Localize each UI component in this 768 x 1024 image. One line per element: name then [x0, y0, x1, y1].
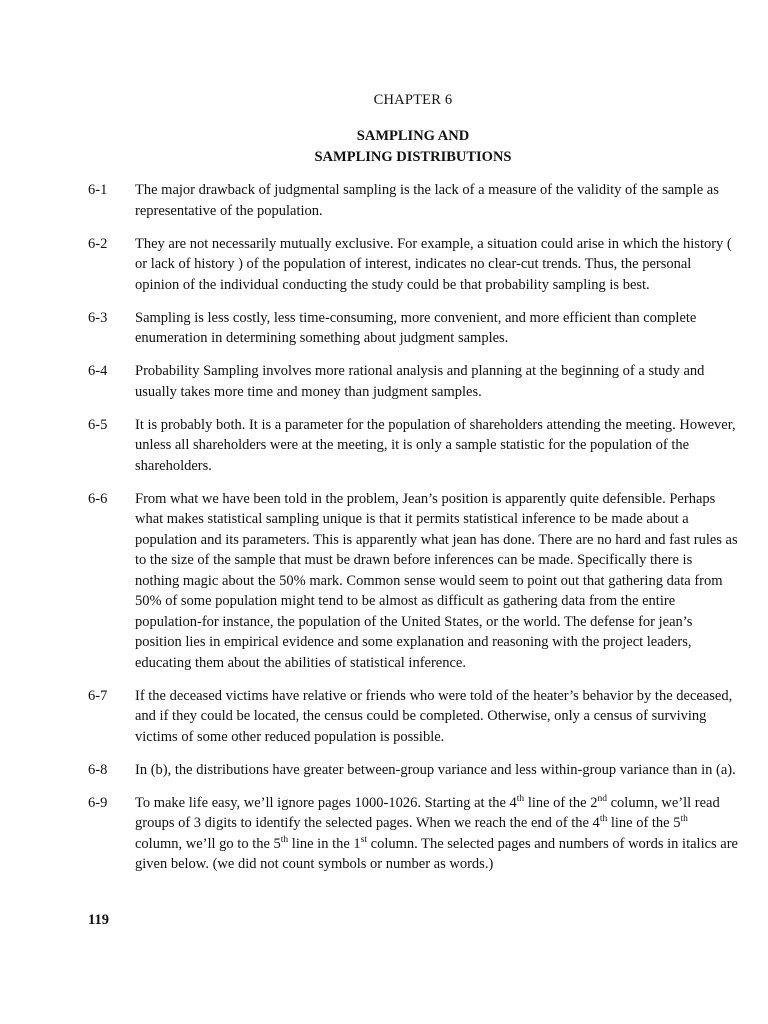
page-number: 119: [88, 912, 109, 928]
answer-number: 6-4: [88, 363, 108, 379]
answer-text: If the deceased victims have relative or friends who were told of the heater’s behavior by the deceased, and if they could be located, the census could be completed. Otherwise, only a census of surviving victims of some other reduced population is possible.: [135, 687, 733, 745]
answer-number: 6-7: [88, 687, 108, 704]
answer-number: 6-2: [88, 235, 108, 252]
answer-text: It is probably both. It is a parameter for the population of shareholders attending the meeting. However, unless all shareholders were at the meeting, it is only a sample statistic for the population of the shareholders.: [135, 416, 736, 474]
superscript: th: [516, 793, 525, 804]
answer-item-6-3: [88, 308, 738, 349]
superscript: th: [599, 814, 608, 824]
chapter-title-line-1: SAMPLING AND: [356, 128, 470, 144]
answer-number: 6-6: [88, 490, 108, 507]
text-segment: column, we’ll read groups of 3 digits to identify the selected pages. When we reach the end of the 4: [135, 794, 720, 831]
chapter-heading: CHAPTER 6: [373, 92, 453, 108]
text-segment: line of the 2: [524, 794, 598, 811]
text-segment: line of the 5: [607, 815, 681, 831]
answer-text: From what we have been told in the problem, Jean’s position is apparently quite defensible. Perhaps what makes statistical sampling unique is that it permits statistical inference to be made about a population and its parameters. This is apparently what jean has done. There are no hard and fast rules as to the size of the sample that must be drawn before inferences can be made. Specifically there is nothing magic about the 50% mark. Common sense would seem to point out that gathering data from 50% of some population might tend to be almost as difficult as gathering data from the entire population-for instance, the population of the United States, or the world. The defense for jean’s position lies in empirical evidence and some explanation and reasoning with the project leaders, educating them about the abilities of statistical inference.: [135, 490, 738, 671]
chapter-title-line-2: SAMPLING DISTRIBUTIONS: [314, 149, 512, 165]
text-segment: line in the 1: [288, 835, 361, 852]
answer-text: The major drawback of judgmental sampling is the lack of a measure of the validity of the sample as representative of the population.: [135, 182, 719, 219]
answer-item-6-7: [88, 686, 738, 748]
answer-number: 6-5: [88, 416, 108, 433]
answer-number: 6-3: [88, 309, 108, 326]
answer-item-6-6: [88, 489, 738, 674]
answer-text: Sampling is less costly, less time-consuming, more convenient, and more efficient than complete enumeration in determining something about judgment samples.: [135, 309, 697, 346]
superscript: th: [280, 834, 289, 845]
superscript: st: [360, 834, 368, 845]
superscript: nd: [597, 793, 607, 804]
answer-text: In (b), the distributions have greater between-group variance and less within-group variance than in (a).: [135, 761, 736, 778]
answer-number: 6-8: [88, 761, 108, 778]
answer-number: 6-1: [88, 182, 108, 198]
chapter-title: [0, 126, 768, 168]
answer-number: 6-9: [88, 794, 108, 811]
answer-item-6-2: [88, 234, 738, 296]
answer-item-6-4: [88, 361, 738, 402]
answer-list: [88, 180, 738, 887]
answer-item-6-9: [88, 793, 738, 875]
answer-text: They are not necessarily mutually exclusive. For example, a situation could arise in which the history ( or lack of history ) of the population of interest, indicates no clear-cut trends. Thus, the personal opinion of the individual conducting the study could be that probability sampling is best.: [135, 235, 732, 293]
text-segment: To make life easy, we’ll ignore pages 1000-1026. Starting at the 4: [135, 794, 517, 811]
text-segment: column. The selected pages and numbers of words in italics are given below. (we did not count symbols or number as words.): [135, 835, 738, 872]
text-segment: column, we’ll go to the 5: [135, 835, 281, 852]
answer-text: Probability Sampling involves more rational analysis and planning at the beginning of a study and usually takes more time and money than judgment samples.: [135, 363, 705, 400]
answer-item-6-8: [88, 760, 738, 781]
superscript: th: [680, 814, 688, 824]
answer-item-6-5: [88, 415, 738, 477]
answer-text: [135, 793, 738, 875]
answer-item-6-1: [88, 180, 738, 221]
